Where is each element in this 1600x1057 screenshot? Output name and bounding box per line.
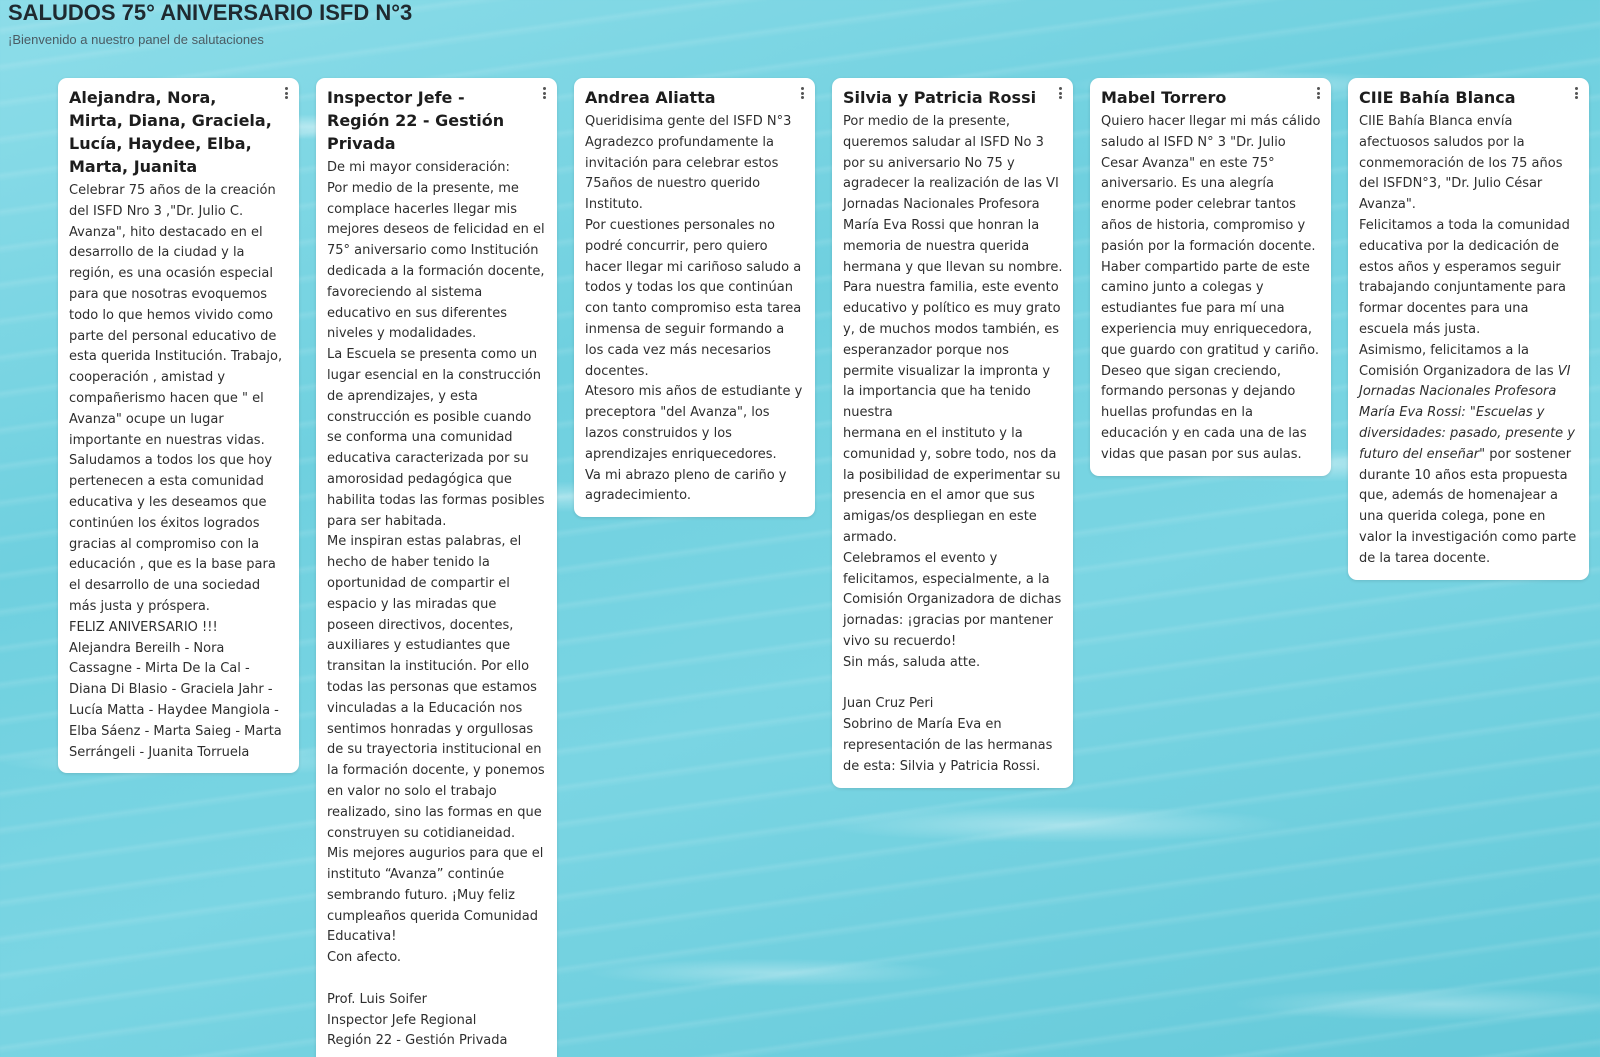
more-vertical-icon[interactable] [280, 85, 292, 101]
post-card[interactable] [58, 78, 299, 773]
post-card[interactable] [316, 78, 557, 1057]
more-vertical-icon[interactable] [538, 85, 550, 101]
post-body: De mi mayor consideración: Por medio de la presente, me complace hacerles llegar mis mejores deseos de felicidad en el 75° aniversario como Institución dedicada a la formación docente, favoreciendo al sistema educativo en sus diferentes niveles y modalidades. La Escuela se presenta como un lugar esencial en la construcción de aprendizajes, y esta construcción es posible cuando se conforma una comunidad educativa caracterizada por su amorosidad pedagógica que habilita todas las formas posibles para ser habitada. Me inspiran estas palabras, el hecho de haber tenido la oportunidad de compartir el espacio y las miradas que poseen directivos, docentes, auxiliares y estudiantes que transitan la institución. Por ello todas las personas que estamos vinculadas a la Educación nos sentimos honradas y orgullosas de su trayectoria institucional en la formación docente, y ponemos en valor no solo el trabajo realizado, sino las formas en que construyen su cotidianeidad. Mis mejores augurios para que el instituto “Avanza” continúe sembrando futuro. ¡Muy feliz cumpleaños querida Comunidad Educativa! Con afecto. Prof. Luis Soifer Inspector Jefe Regional Región 22 - Gestión Privada [327, 160, 545, 1049]
post-body-italic: VI Jornadas Nacionales Profesora María Eva Rossi: "Escuelas y diversidades: pasado, presente y futuro del enseñar" [1359, 363, 1575, 462]
post-title: Silvia y Patricia Rossi [843, 88, 1037, 107]
more-vertical-icon[interactable] [1312, 85, 1324, 101]
more-vertical-icon[interactable] [1570, 85, 1582, 101]
page-title: SALUDOS 75° ANIVERSARIO ISFD N°3 [8, 0, 413, 25]
post-body [1359, 112, 1579, 570]
more-vertical-icon[interactable] [1054, 85, 1066, 101]
post-title: Alejandra, Nora, Mirta, Diana, Graciela, Lucía, Haydee, Elba, Marta, Juanita [69, 88, 272, 176]
post-title: CIIE Bahía Blanca [1359, 88, 1516, 107]
post-card[interactable] [832, 78, 1073, 788]
post-body: Queridisima gente del ISFD N°3 Agradezco profundamente la invitación para celebrar estos 75años de nuestro querido Instituto. Por cuestiones personales no podré concurrir, pero quiero hacer llegar mi cariñoso saludo a todos y todas los que continúan con tanto compromiso esta tarea inmensa de seguir formando a los cada vez más necesarios docentes. Atesoro mis años de estudiante y preceptora "del Avanza", los lazos construidos y los aprendizajes enriquecedores. Va mi abrazo pleno de cariño y agradecimiento. [585, 114, 803, 504]
post-card[interactable] [1348, 78, 1589, 580]
page-header [8, 0, 412, 48]
post-body-text: CIIE Bahía Blanca envía afectuosos saludos por la conmemoración de los 75 años del ISFDN°3, "Dr. Julio César Avanza". Felicitamos a toda la comunidad educativa por la dedicación de estos años y esperamos seguir trabajando conjuntamente para formar docentes para una escuela más justa. Asimismo, felicitamos a la Comisión Organizadora de las [1359, 114, 1570, 379]
post-title: Andrea Aliatta [585, 88, 716, 107]
page-subtitle: ¡Bienvenido a nuestro panel de salutaciones [8, 32, 264, 47]
post-body-text: por sostener durante 10 años esta propuesta que, además de homenajear a una querida colega, pone en valor la investigación como parte de la tarea docente. [1359, 446, 1577, 566]
post-body: Por medio de la presente, queremos saludar al ISFD No 3 por su aniversario No 75 y agradecer la realización de las VI Jornadas Nacionales Profesora María Eva Rossi que honran la memoria de nuestra querida hermana y que llevan su nombre. Para nuestra familia, este evento educativo y político es muy grato y, de muchos modos también, es esperanzador porque nos permite visualizar la impronta y la importancia que ha tenido nuestra hermana en el instituto y la comunidad y, sobre todo, nos da la posibilidad de experimentar su presencia en el amor que sus amigas/os despliegan en este armado. Celebramos el evento y felicitamos, especialmente, a la Comisión Organizadora de dichas jornadas: ¡gracias por mantener vivo su recuerdo! Sin más, saluda atte. Juan Cruz Peri Sobrino de María Eva en representación de las hermanas de esta: Silvia y Patricia Rossi. [843, 114, 1063, 774]
post-body: Quiero hacer llegar mi más cálido saludo al ISFD N° 3 "Dr. Julio Cesar Avanza" en este 75° aniversario. Es una alegría enorme poder celebrar tantos años de historia, compromiso y pasión por la formación docente. Haber compartido parte de este camino junto a colegas y estudiantes fue para mí una experiencia muy enriquecedora, que guardo con gratitud y cariño. Deseo que sigan creciendo, formando personas y dejando huellas profundas en la educación y en cada una de las vidas que pasan por sus aulas. [1101, 114, 1321, 462]
post-title: Mabel Torrero [1101, 88, 1227, 107]
post-card[interactable] [1090, 78, 1331, 476]
post-board [58, 78, 1600, 1057]
post-card[interactable] [574, 78, 815, 517]
post-title: Inspector Jefe - Región 22 - Gestión Privada [327, 88, 505, 153]
post-body: Celebrar 75 años de la creación del ISFD Nro 3 ,"Dr. Julio C. Avanza", hito destacado en el desarrollo de la ciudad y la región, es una ocasión especial para que nosotras evoquemos todo lo que hemos vivido como parte del personal educativo de esta querida Institución. Trabajo, cooperación , amistad y compañerismo hacen que " el Avanza" ocupe un lugar importante en nuestras vidas. Saludamos a todos los que hoy pertenecen a esta comunidad educativa y les deseamos que continúen los éxitos logrados gracias al compromiso con la educación , que es la base para el desarrollo de una sociedad más justa y próspera. FELIZ ANIVERSARIO !!! Alejandra Bereilh - Nora Cassagne - Mirta De la Cal - Diana Di Blasio - Graciela Jahr - Lucía Matta - Haydee Mangiola - Elba Sáenz - Marta Saieg - Marta Serrángeli - Juanita Torruela [69, 183, 283, 760]
more-vertical-icon[interactable] [796, 85, 808, 101]
